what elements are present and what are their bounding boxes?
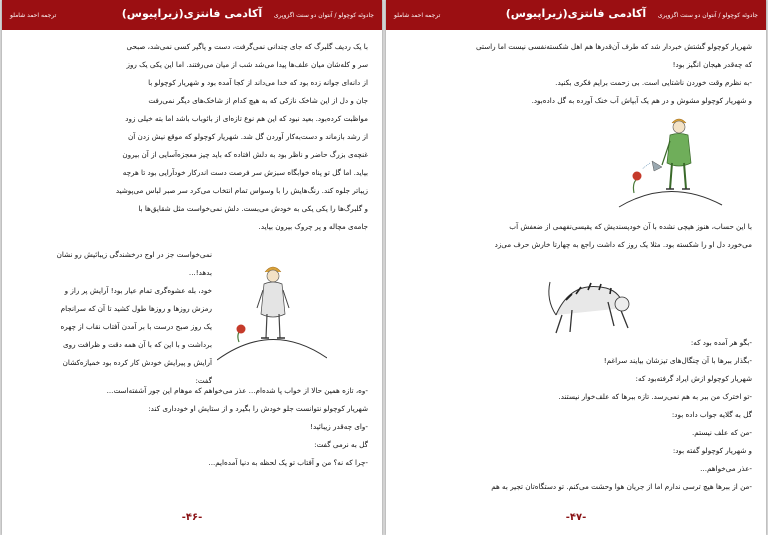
text-line: -بگو هر آمده بود که: — [690, 338, 752, 347]
right-paragraph-1 — [407, 38, 752, 110]
text-line: و شهریار کوچولو گفته بود: — [672, 446, 752, 455]
text-line: -تو اخترک من ببر به هم نمی‌رسد. تازه ببرها که علف‌خوار نیستند. — [558, 392, 752, 401]
text-line: شهریار کوچولو نتوانست جلو خودش را بگیرد و از ستایش او خودداری کند: — [148, 404, 368, 413]
left-paragraph-1 — [23, 38, 368, 236]
text-line: -من از ببرها هیچ ترسی ندارم اما از جریان هوا وحشت می‌کنم. تو دستگاه‌تان تجیر به هم — [491, 482, 752, 491]
text-line: -بگذار ببرها با آن چنگال‌های تیزشان بیایند سراغم! — [603, 356, 752, 365]
text-line: جان و دل از این شاخک نازکی که به هیچ کدام از شاخک‌های دیگر نمی‌رفت — [148, 96, 368, 105]
text-line: -چرا که نه؟ من و آفتاب تو یک لحظه به دنیا آمده‌ایم... — [208, 458, 368, 467]
text-line: گفت: — [195, 376, 212, 385]
page-number: -۴۷- — [565, 512, 587, 523]
text-line: -وه، تازه همین حالا از خواب پا شده‌ام... عذر می‌خواهم که موهام این جور آشفته‌است... — [106, 386, 368, 395]
translator-credit: ترجمه احمد شاملو — [10, 12, 57, 19]
text-line: از رشد بازماند و دست‌به‌کار آوردن گل شد. شهریار کوچولو که موقع نیش زدن آن — [127, 132, 368, 141]
text-line: برداشت و با این که با آن همه دقت و ظرافت روی — [63, 340, 212, 349]
watering-flower-illustration — [614, 115, 724, 210]
page-title: آکادمی فانتزی(زیراپیوس) — [121, 7, 263, 20]
text-line: شهریار کوچولو ازش ایراد گرفته‌بود که: — [635, 374, 752, 383]
left-page — [2, 0, 382, 535]
page-number: -۴۶- — [181, 512, 203, 523]
text-line: زیباتر جلوه کند. رنگ‌هایش را با وسواس تمام انتخاب می‌کرد سر صبر لباس می‌پوشید — [115, 186, 368, 195]
right-page-header — [386, 0, 766, 30]
text-line: که چه‌قدر هیجان انگیز بود! — [672, 60, 752, 69]
text-line: رمزش روزها و روزها طول کشید تا آن که سرانجام — [60, 304, 212, 313]
text-line: غنچه‌ی بزرگ حاضر و ناظر بود به دلش افتاده که باید چیز معجزه‌آسایی از آن بیرون — [122, 150, 368, 159]
book-info: جادوئه کوچولو / آنتوان دو سنت اگزوپری — [657, 12, 758, 19]
text-line: و گلبرگ‌ها را یکی یکی به خودش می‌بست. دلش نمی‌خواست مثل شقایق‌ها با — [138, 204, 368, 213]
text-line: -به نظرم وقت خوردن ناشتایی است. بی زحمت برایم فکری بکنید. — [555, 78, 752, 87]
text-line: می‌خورد دل او را شکسته بود. مثلا یک روز که داشت راجع به چهارتا خارش حرف می‌زد — [494, 240, 752, 249]
text-line: جامه‌ی مچاله و پر چروک بیرون بیاید. — [258, 222, 368, 231]
text-line: با یک ردیف گلبرگ که جای چندانی نمی‌گرفت، دست و پاگیر کسی نمی‌شد، صبحی — [126, 42, 368, 51]
text-line: از دانه‌ای جوانه زده بود که خدا می‌داند از کجا آمده بود و شهریار کوچولو با — [148, 78, 368, 87]
tiger-illustration — [536, 260, 636, 340]
text-line: خود، بله عشوه‌گری تمام عیار بود! آرایش پر راز و — [64, 286, 212, 295]
little-prince-illustration — [217, 250, 327, 365]
text-line: و شهریار کوچولو مشوش و در هم یک آبپاش آب خنک آورده به گل داده‌بود. — [531, 96, 752, 105]
left-paragraph-2 — [27, 246, 212, 390]
text-line: آرایش و پیرایش خودش کار کرده بود خمیازه‌کشان — [62, 358, 212, 367]
text-line: یک روز صبح درست با بر آمدن آفتاب نقاب از چهره — [60, 322, 212, 331]
text-line: گل به نرمی گفت: — [314, 440, 368, 449]
left-page-header — [2, 0, 382, 30]
page-title: آکادمی فانتزی(زیراپیوس) — [505, 7, 647, 20]
right-paragraph-2 — [407, 218, 752, 254]
text-line: با این حساب، هنوز هیچی نشده با آن خودپسندیش که یقیسی‌نفهمی از ضعفش آب — [509, 222, 752, 231]
right-page — [386, 0, 766, 535]
text-line: مواظبت کرده‌بود. بعید نبود که این هم نوع تازه‌ای از بائوباب باشد اما بته خیلی زود — [125, 114, 368, 123]
text-line: نمی‌خواست جز در اوج درخشندگی زیبائیش رو نشان — [56, 250, 212, 259]
text-line: بدهد!... — [188, 268, 212, 277]
right-paragraph-3 — [407, 334, 752, 496]
text-line: بیاید. اما گل تو پناه خوابگاه سبزش سر فرصت دست اندرکار خودآرایی بود تا هرچه — [122, 168, 368, 177]
left-paragraph-3 — [23, 382, 368, 472]
text-line: -عذر می‌خواهم... — [700, 464, 752, 473]
book-info: جادوئه کوچولو / آنتوان دو سنت اگزوپری — [273, 12, 374, 19]
text-line: گل به گلایه جواب داده بود: — [671, 410, 752, 419]
text-line: شهریار کوچولو گشتش خبردار شد که طرف آن‌قدرها هم اهل شکسته‌نفسی نیست اما راستی — [475, 42, 752, 51]
translator-credit: ترجمه احمد شاملو — [394, 12, 441, 19]
text-line: -وای چه‌قدر زیبائید! — [310, 422, 368, 431]
text-line: سر و کله‌شان میان علف‌ها پیدا می‌شد شب از میان می‌رفتند. اما این یکی یک روز — [126, 60, 368, 69]
text-line: -من که علف نیستم. — [692, 428, 752, 437]
